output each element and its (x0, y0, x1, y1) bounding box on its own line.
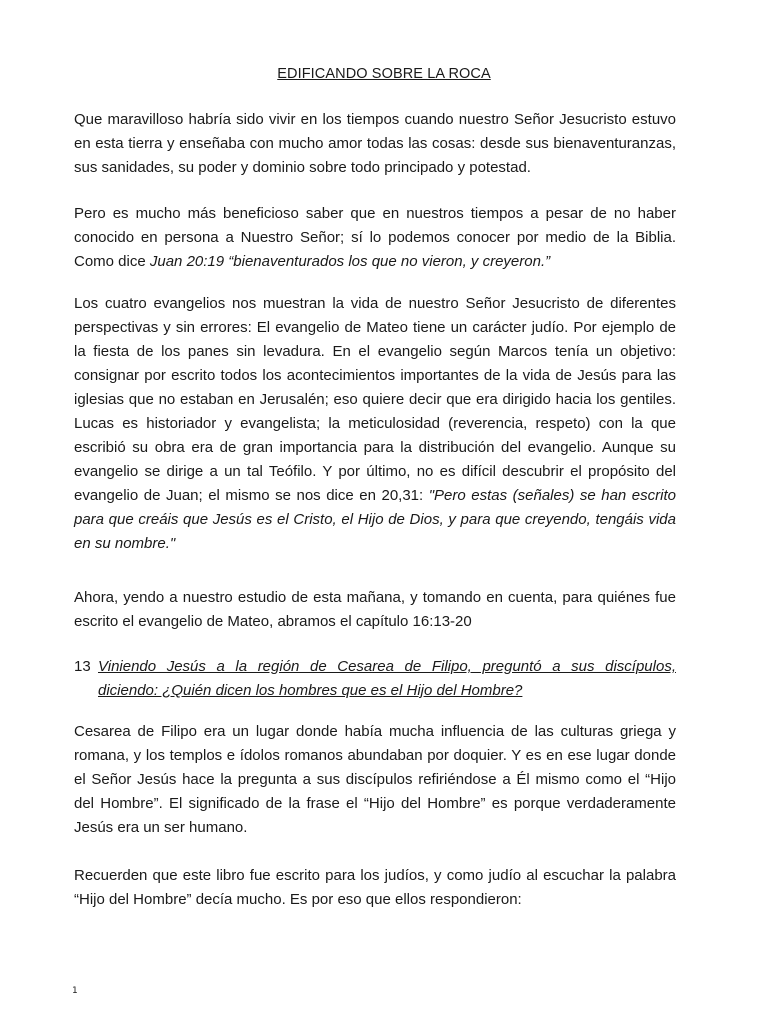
paragraph-judios: Recuerden que este libro fue escrito para los judíos, y como judío al escuchar la palabra “Hijo del Hombre” decía mucho. Es por eso que ellos respondieron: (74, 867, 676, 908)
verse-line-2 (74, 679, 676, 703)
verse-text-2: diciendo: ¿Quién dicen los hombres que es el Hijo del Hombre? (98, 682, 523, 699)
verse-text-1: Viniendo Jesús a la región de Cesarea de Filipo, preguntó a sus discípulos, (98, 658, 676, 675)
scripture-quote-juan-20-31: "Pero estas (señales) se han escrito para que creáis que Jesús es el Cristo, el Hijo de Dios, y para que creyendo, tengáis vida en su nombre." (74, 487, 676, 552)
verse-block (74, 655, 676, 703)
scripture-quote-juan: Juan 20:19 “bienaventurados los que no vieron, y creyeron.” (149, 253, 551, 270)
paragraph-benefit (74, 202, 676, 274)
document-title: EDIFICANDO SOBRE LA ROCA (277, 66, 491, 82)
verse-number: 13 (74, 658, 91, 675)
paragraph-intro: Que maravilloso habría sido vivir en los tiempos cuando nuestro Señor Jesucristo estuvo en esta tierra y enseñaba con mucho amor todas las cosas: desde sus bienaventuranzas, sus sanidades, su poder y dominio sobre todo principado y potestad. (74, 111, 676, 176)
paragraph-gospels (74, 292, 676, 556)
paragraph-study-intro: Ahora, yendo a nuestro estudio de esta mañana, y tomando en cuenta, para quiénes fue escrito el evangelio de Mateo, abramos el capítulo 16:13-20 (74, 589, 676, 630)
page-number: 1 (72, 986, 78, 996)
paragraph-gospels-text: Los cuatro evangelios nos muestran la vida de nuestro Señor Jesucristo de diferentes perspectivas y sin errores: El evangelio de Mateo tiene un carácter judío. Por ejemplo de la fiesta de los panes sin levadura. En el evangelio según Marcos tenía un objetivo: consignar por escrito todos los acontecimientos importantes de la vida de Jesús para las iglesias que no estaban en Jerusalén; eso quiere decir que era dirigido hacia los gentiles. Lucas es historiador y evangelista; la meticulosidad (reverencia, respeto) con la que escribió su obra era de gran importancia para la distribución del evangelio. Aunque su evangelio se dirige a un tal Teófilo. Y por último, no es difícil descubrir el propósito del evangelio de Juan; el mismo se nos dice en 20,31: (74, 295, 676, 504)
paragraph-cesarea: Cesarea de Filipo era un lugar donde había mucha influencia de las culturas griega y romana, y los templos e ídolos romanos abundaban por doquier. Y es en ese lugar donde el Señor Jesús hace la pregunta a sus discípulos refiriéndose a Él mismo como el “Hijo del Hombre”. El significado de la frase el “Hijo del Hombre” es porque verdaderamente Jesús era un ser humano. (74, 723, 676, 836)
verse-line-1 (74, 655, 676, 679)
paragraph-benefit-text: Pero es mucho más beneficioso saber que en nuestros tiempos a pesar de no haber conocido en persona a Nuestro Señor; sí lo podemos conocer por medio de la Biblia. Como dice (74, 205, 676, 270)
